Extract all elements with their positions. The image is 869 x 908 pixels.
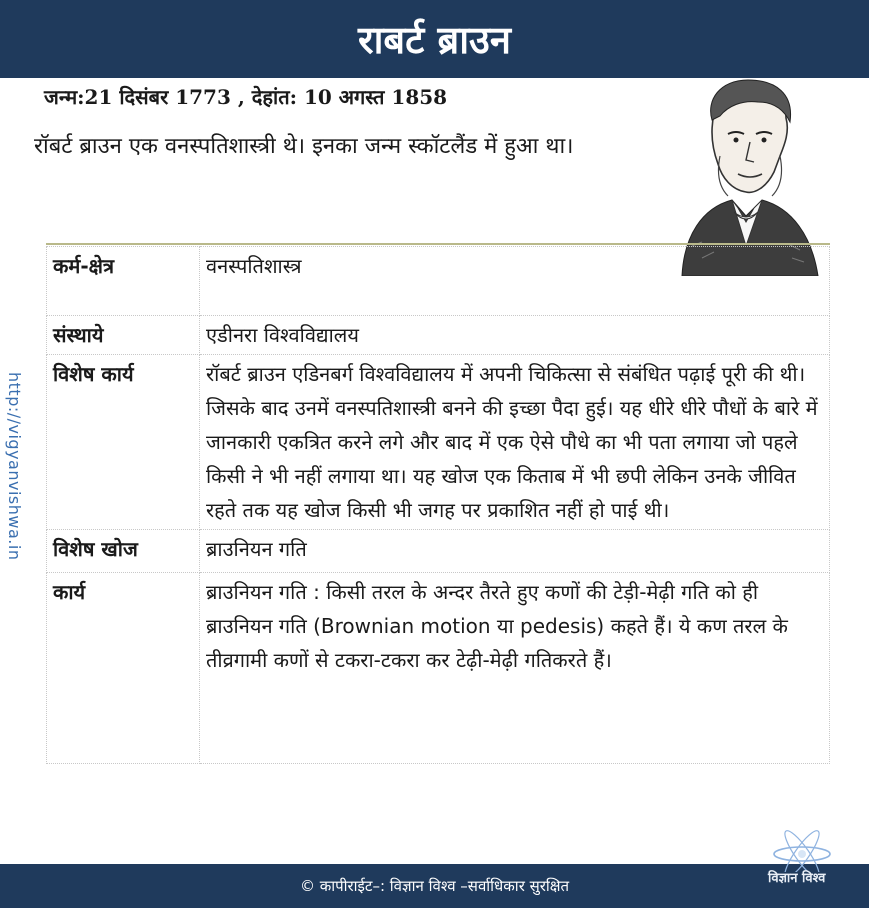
row-value: ब्राउनियन गति <box>200 530 830 573</box>
atom-icon <box>760 828 860 872</box>
site-logo <box>760 828 860 888</box>
table-row <box>47 573 830 764</box>
table-row <box>47 247 830 316</box>
table-row <box>47 355 830 530</box>
row-value: ब्राउनियन गति : किसी तरल के अन्दर तैरते हुए कणों की टेड़ी-मेढ़ी गति को ही ब्राउनियन गति (Brownian motion या pedesis) कहते हैं। ये कण तरल के तीव्रगामी कणों से टकरा-टकरा कर टेढ़ी-मेढ़ी गतिकरते हैं। <box>200 573 830 764</box>
row-label: कार्य <box>47 573 200 764</box>
side-url-link[interactable]: http://vigyanvishwa.in <box>5 372 24 561</box>
row-label: विशेष कार्य <box>47 355 200 530</box>
table-row <box>47 316 830 355</box>
row-label: विशेष खोज <box>47 530 200 573</box>
table-top-rule <box>46 243 830 245</box>
row-label: कर्म-क्षेत्र <box>47 247 200 316</box>
table-row <box>47 530 830 573</box>
row-label: संस्थाये <box>47 316 200 355</box>
intro-paragraph: रॉबर्ट ब्राउन एक वनस्पतिशास्त्री थे। इनका जन्म स्कॉटलैंड में हुआ था। <box>34 134 574 159</box>
page-title: राबर्ट ब्राउन <box>358 17 511 62</box>
copyright-text: © कापीराईट–: विज्ञान विश्व –सर्वाधिकार सुरक्षित <box>299 877 570 895</box>
info-table <box>46 246 830 764</box>
row-value: एडीनरा विश्वविद्यालय <box>200 316 830 355</box>
page-footer <box>0 864 869 908</box>
lifespan-line: जन्म:21 दिसंबर 1773 , देहांत: 10 अगस्त 1858 <box>44 85 448 109</box>
row-value: वनस्पतिशास्त्र <box>200 247 830 316</box>
logo-text: विज्ञान विश्व <box>768 871 826 886</box>
page-header <box>0 0 869 78</box>
row-value: रॉबर्ट ब्राउन एडिनबर्ग विश्वविद्यालय में अपनी चिकित्सा से संबंधित पढ़ाई पूरी की थी। जिसके बाद उनमें वनस्पतिशास्त्री बनने की इच्छा पैदा हुई। यह धीरे धीरे पौधों के बारे में जानकारी एकत्रित करने लगे और बाद में एक ऐसे पौधे का भी पता लगाया जो पहले किसी ने भी नहीं लगाया था। यह खोज एक किताब में भी छपी लेकिन उनके जीवित रहते तक यह खोज किसी भी जगह पर प्रकाशित नहीं हो पाई थी। <box>200 355 830 530</box>
